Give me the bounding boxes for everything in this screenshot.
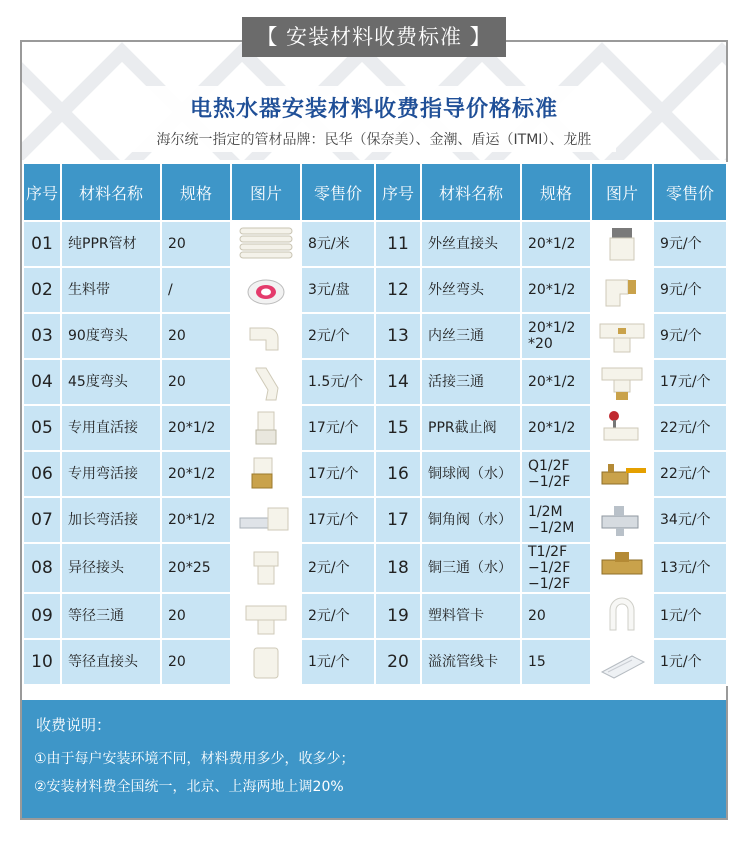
- item-name: 90度弯头: [61, 313, 161, 359]
- item-spec: 15: [521, 639, 591, 685]
- item-image: [231, 639, 301, 685]
- item-price: 17元/个: [301, 497, 375, 543]
- item-spec: 20*1/2: [521, 405, 591, 451]
- item-name: 异径接头: [61, 543, 161, 593]
- straight-coupling-icon: [236, 642, 296, 682]
- item-price: 1.5元/个: [301, 359, 375, 405]
- item-price: 34元/个: [653, 497, 727, 543]
- table-row: [23, 405, 727, 451]
- table-row: [23, 359, 727, 405]
- item-price: 1元/个: [653, 639, 727, 685]
- item-name: 外丝弯头: [421, 267, 521, 313]
- item-price: 8元/米: [301, 221, 375, 267]
- item-name: 铜角阀（水）: [421, 497, 521, 543]
- item-image: [231, 497, 301, 543]
- item-spec: 20*1/2: [521, 267, 591, 313]
- item-number: 03: [23, 313, 61, 359]
- table-row: [23, 543, 727, 593]
- elbow-45-icon: [236, 362, 296, 402]
- ppr-pipe-icon: [236, 224, 296, 264]
- item-image: [231, 451, 301, 497]
- table-row: [23, 313, 727, 359]
- item-name: 等径直接头: [61, 639, 161, 685]
- item-spec: 1/2M −1/2M: [521, 497, 591, 543]
- item-number: 14: [375, 359, 421, 405]
- item-price: 9元/个: [653, 267, 727, 313]
- header-cell: 零售价: [301, 163, 375, 221]
- item-image: [231, 221, 301, 267]
- brand-line: 海尔统一指定的管材品牌：民华（保奈美）、金潮、盾运（ITMI）、龙胜: [156, 132, 592, 148]
- item-price: 22元/个: [653, 451, 727, 497]
- item-price: 9元/个: [653, 221, 727, 267]
- notes-title: 收费说明：: [36, 716, 112, 734]
- hero-banner: [22, 42, 726, 160]
- table-row: [23, 221, 727, 267]
- note-line-1: ①由于每户安装环境不同，材料费用多少，收多少；: [34, 751, 355, 767]
- item-price: 1元/个: [653, 593, 727, 639]
- header-cell: 零售价: [653, 163, 727, 221]
- item-image: [591, 221, 653, 267]
- header-cell: 材料名称: [61, 163, 161, 221]
- item-image: [591, 639, 653, 685]
- item-spec: 20*1/2: [161, 451, 231, 497]
- item-name: 生料带: [61, 267, 161, 313]
- equal-tee-icon: [236, 596, 296, 636]
- item-image: [231, 543, 301, 593]
- item-number: 12: [375, 267, 421, 313]
- price-table: [22, 162, 728, 686]
- long-elbow-union-icon: [236, 500, 296, 540]
- item-image: [231, 593, 301, 639]
- item-image: [591, 359, 653, 405]
- item-image: [591, 451, 653, 497]
- item-spec: 20: [161, 221, 231, 267]
- item-name: PPR截止阀: [421, 405, 521, 451]
- overflow-clip-icon: [592, 642, 652, 682]
- header-cell: 序号: [375, 163, 421, 221]
- item-name: 加长弯活接: [61, 497, 161, 543]
- table-row: [23, 267, 727, 313]
- item-number: 09: [23, 593, 61, 639]
- item-name: 塑料管卡: [421, 593, 521, 639]
- item-number: 17: [375, 497, 421, 543]
- item-spec: 20*1/2: [521, 221, 591, 267]
- item-price: 17元/个: [653, 359, 727, 405]
- item-spec: 20*1/2 *20: [521, 313, 591, 359]
- item-spec: 20*1/2: [161, 497, 231, 543]
- table-row: [23, 639, 727, 685]
- item-image: [231, 313, 301, 359]
- male-thread-coupling-icon: [592, 224, 652, 264]
- table-row: [23, 497, 727, 543]
- item-spec: 20: [161, 639, 231, 685]
- item-price: 1元/个: [301, 639, 375, 685]
- reducer-icon: [236, 548, 296, 588]
- item-price: 3元/盘: [301, 267, 375, 313]
- male-thread-elbow-icon: [592, 270, 652, 310]
- item-number: 13: [375, 313, 421, 359]
- header-cell: 材料名称: [421, 163, 521, 221]
- elbow-90-icon: [236, 316, 296, 356]
- elbow-union-icon: [236, 454, 296, 494]
- item-number: 16: [375, 451, 421, 497]
- item-spec: 20*1/2: [161, 405, 231, 451]
- straight-union-icon: [236, 408, 296, 448]
- item-number: 04: [23, 359, 61, 405]
- item-name: 铜球阀（水）: [421, 451, 521, 497]
- item-name: 纯PPR管材: [61, 221, 161, 267]
- item-image: [591, 497, 653, 543]
- top-badge: 【 安装材料收费标准 】: [242, 17, 506, 57]
- item-number: 19: [375, 593, 421, 639]
- item-number: 01: [23, 221, 61, 267]
- item-spec: 20: [161, 593, 231, 639]
- ptfe-tape-icon: [236, 270, 296, 310]
- item-number: 18: [375, 543, 421, 593]
- item-spec: 20: [161, 313, 231, 359]
- item-number: 06: [23, 451, 61, 497]
- item-name: 内丝三通: [421, 313, 521, 359]
- item-name: 溢流管线卡: [421, 639, 521, 685]
- item-image: [591, 593, 653, 639]
- item-number: 05: [23, 405, 61, 451]
- header-cell: 图片: [591, 163, 653, 221]
- item-image: [591, 313, 653, 359]
- item-spec: T1/2F −1/2F −1/2F: [521, 543, 591, 593]
- item-number: 02: [23, 267, 61, 313]
- item-name: 铜三通（水）: [421, 543, 521, 593]
- header-cell: 规格: [161, 163, 231, 221]
- item-image: [591, 267, 653, 313]
- item-spec: /: [161, 267, 231, 313]
- table-header-row: [23, 163, 727, 221]
- table-row: [23, 451, 727, 497]
- item-price: 2元/个: [301, 313, 375, 359]
- item-price: 2元/个: [301, 543, 375, 593]
- header-cell: 图片: [231, 163, 301, 221]
- item-price: 2元/个: [301, 593, 375, 639]
- item-number: 08: [23, 543, 61, 593]
- item-image: [231, 405, 301, 451]
- item-price: 22元/个: [653, 405, 727, 451]
- header-cell: 规格: [521, 163, 591, 221]
- stop-valve-icon: [592, 408, 652, 448]
- brass-ball-valve-icon: [592, 454, 652, 494]
- union-tee-icon: [592, 362, 652, 402]
- item-name: 等径三通: [61, 593, 161, 639]
- item-spec: 20: [521, 593, 591, 639]
- item-spec: 20*25: [161, 543, 231, 593]
- table-row: [23, 593, 727, 639]
- item-spec: Q1/2F −1/2F: [521, 451, 591, 497]
- item-spec: 20*1/2: [521, 359, 591, 405]
- item-price: 17元/个: [301, 405, 375, 451]
- item-name: 45度弯头: [61, 359, 161, 405]
- item-number: 07: [23, 497, 61, 543]
- notes-panel: [22, 700, 726, 818]
- item-price: 17元/个: [301, 451, 375, 497]
- item-image: [231, 359, 301, 405]
- header-cell: 序号: [23, 163, 61, 221]
- female-thread-tee-icon: [592, 316, 652, 356]
- item-name: 专用直活接: [61, 405, 161, 451]
- note-line-2: ②安装材料费全国统一，北京、上海两地上调20%: [34, 779, 344, 795]
- item-name: 外丝直接头: [421, 221, 521, 267]
- item-image: [231, 267, 301, 313]
- item-spec: 20: [161, 359, 231, 405]
- item-image: [591, 543, 653, 593]
- angle-valve-icon: [592, 500, 652, 540]
- item-number: 15: [375, 405, 421, 451]
- pipe-clip-icon: [592, 596, 652, 636]
- item-number: 20: [375, 639, 421, 685]
- item-name: 专用弯活接: [61, 451, 161, 497]
- item-price: 9元/个: [653, 313, 727, 359]
- item-price: 13元/个: [653, 543, 727, 593]
- item-number: 11: [375, 221, 421, 267]
- item-number: 10: [23, 639, 61, 685]
- brass-tee-icon: [592, 548, 652, 588]
- main-title: 电热水器安装材料收费指导价格标准: [189, 97, 558, 122]
- item-name: 活接三通: [421, 359, 521, 405]
- item-image: [591, 405, 653, 451]
